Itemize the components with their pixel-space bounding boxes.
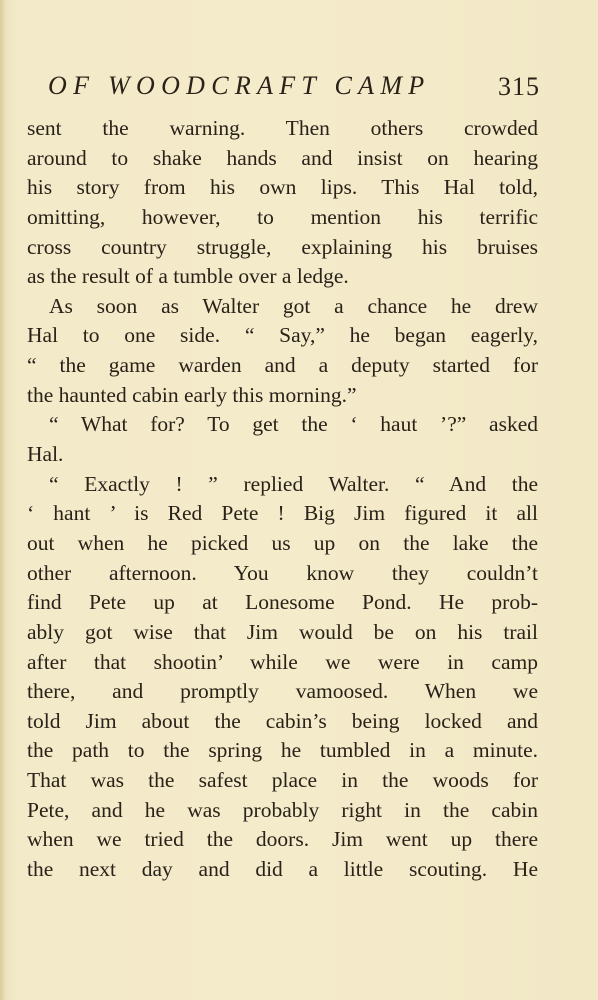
text-line: That was the safest place in the woods for [27,768,538,793]
text-line: “ the game warden and a deputy started for [27,353,538,378]
text-line: ably got wise that Jim would be on his trail [27,619,538,644]
running-head [0,68,598,104]
text-line: told Jim about the cabin’s being locked and [27,708,538,733]
text-line: Hal to one side. “ Say,” he began eagerly, [27,323,538,348]
text-line: the next day and did a little scouting. He [27,857,538,882]
body-text [27,114,538,885]
text-line: there, and promptly vamoosed. When we [27,679,538,704]
text-line: sent the warning. Then others crowded [27,116,538,140]
text-line: Hal. [27,442,64,467]
text-line: the haunted cabin early this morning.” [27,382,357,407]
text-line: As soon as Walter got a chance he drew [49,293,538,318]
text-line: Pete, and he was probably right in the cabin [27,797,538,822]
text-line: around to shake hands and insist on hearing [27,145,538,170]
text-line: as the result of a tumble over a ledge. [27,264,349,289]
text-line: when we tried the doors. Jim went up there [27,827,538,852]
text-line: cross country struggle, explaining his bruises [27,234,538,259]
page-spine-edge [0,0,6,1000]
text-line: out when he picked us up on the lake the [27,530,538,555]
text-line: other afternoon. You know they couldn’t [27,560,538,585]
text-line: omitting, however, to mention his terrific [27,204,538,229]
page-number: 315 [498,72,540,101]
text-line: after that shootin’ while we were in camp [27,649,538,674]
text-line: “ Exactly ! ” replied Walter. “ And the [49,471,538,496]
text-line: “ What for? To get the ‘ haut ’?” asked [49,412,538,437]
text-line: ‘ hant ’ is Red Pete ! Big Jim figured it all [27,501,538,526]
text-line: find Pete up at Lonesome Pond. He prob- [27,590,538,615]
running-title: OF WOODCRAFT CAMP [48,71,431,100]
text-line: the path to the spring he tumbled in a minute. [27,738,538,763]
text-line: his story from his own lips. This Hal told, [27,175,538,200]
